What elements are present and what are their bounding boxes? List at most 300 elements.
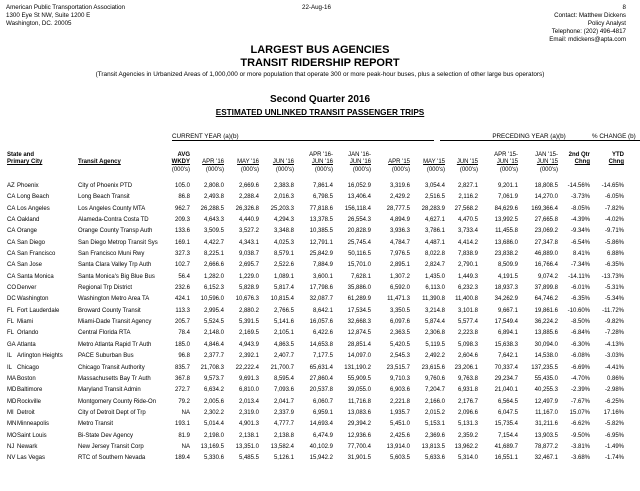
value-cell: 209.3	[174, 217, 190, 224]
city-cell: Baltimore	[17, 387, 43, 394]
col-head-aprjun16_l1: APR '16-	[309, 152, 333, 158]
col-units: (000's)	[352, 167, 371, 173]
value-cell: 5,420.5	[389, 341, 410, 348]
col-units: (000's)	[314, 167, 333, 173]
value-cell: 7,976.5	[389, 251, 410, 258]
value-cell: 2,695.7	[238, 262, 259, 269]
city-cell: Miami	[17, 319, 33, 326]
value-cell: 8,595.4	[273, 375, 294, 382]
value-cell: 3,509.5	[203, 228, 224, 235]
value-cell: 4,627.1	[424, 217, 445, 224]
value-cell: 96.8	[178, 353, 190, 360]
value-cell: 2,377.7	[203, 353, 224, 360]
state-cell: CO	[7, 285, 16, 292]
value-cell: 2,516.5	[424, 194, 445, 201]
change-group	[592, 133, 640, 141]
value-cell: 2,138.8	[273, 432, 294, 439]
value-cell: 9,201.1	[497, 183, 518, 189]
value-cell: 11,400.8	[455, 296, 478, 303]
city-cell: Los Angeles	[17, 205, 50, 212]
value-cell: 2,096.6	[457, 409, 478, 416]
value-cell: 23,515.7	[386, 364, 410, 371]
value-cell: 21,040.1	[494, 387, 518, 394]
col-head-qtr_l1: 2nd Qtr	[568, 152, 590, 158]
value-cell: -5.86%	[604, 239, 624, 246]
value-cell: -6.95%	[604, 432, 624, 439]
value-cell: 18,808.5	[534, 183, 558, 189]
table-row	[0, 408, 640, 419]
value-cell: 2,138.1	[238, 432, 259, 439]
state-cell: CA	[7, 273, 16, 280]
value-cell: -9.50%	[570, 432, 590, 439]
value-cell: 4,422.7	[203, 239, 224, 246]
value-cell: 14,097.0	[347, 353, 371, 360]
agency-cell: PACE Suburban Bus	[78, 353, 134, 360]
value-cell: 2,766.5	[273, 307, 294, 314]
col-head-jun16: JUN '16	[272, 159, 294, 165]
value-cell: 2,221.8	[389, 398, 410, 405]
value-cell: 28,851.4	[347, 341, 371, 348]
value-cell: 15,942.2	[309, 455, 333, 462]
value-cell: 1,435.0	[424, 273, 445, 280]
value-cell: 13,378.5	[309, 217, 333, 224]
value-cell: 2,005.6	[203, 398, 224, 405]
value-cell: 5,153.1	[424, 421, 445, 428]
table-row	[0, 238, 640, 249]
value-cell: -1.49%	[604, 443, 624, 450]
value-cell: 13,406.4	[347, 194, 371, 201]
value-cell: 4,784.7	[389, 239, 410, 246]
value-cell: 7,838.9	[457, 251, 478, 258]
value-cell: 2,429.2	[389, 194, 410, 201]
value-cell: 25,203.3	[270, 205, 294, 212]
value-cell: 169.1	[174, 239, 190, 246]
value-cell: 50,116.5	[348, 251, 371, 258]
value-cell: 6,798.5	[312, 194, 333, 201]
value-cell: -14.65%	[601, 183, 624, 189]
value-cell: 2,827.1	[457, 183, 478, 189]
value-cell: 9,038.7	[238, 251, 259, 258]
value-cell: 34,262.9	[494, 296, 518, 303]
value-cell: 27,860.4	[309, 375, 333, 382]
value-cell: 2,166.0	[424, 398, 445, 405]
contact-line: Email: mdickens@apta.com	[549, 36, 626, 43]
value-cell: -6.01%	[570, 285, 590, 292]
value-cell: 3,101.8	[457, 307, 478, 314]
value-cell: 5,817.4	[273, 285, 294, 292]
value-cell: 8,225.1	[203, 251, 224, 258]
state-cell: AZ	[7, 183, 15, 189]
value-cell: 2,223.8	[457, 330, 478, 337]
col-head-janjun15_l2: JUN '15	[536, 159, 558, 165]
value-cell: 13,083.6	[347, 409, 371, 416]
quarter-heading: Second Quarter 2016	[269, 94, 371, 105]
col-head-jun15: JUN '15	[456, 159, 478, 165]
value-cell: 962.7	[174, 205, 190, 212]
value-cell: 232.6	[174, 285, 190, 292]
value-cell: 23,615.6	[421, 364, 445, 371]
value-cell: 27,347.8	[534, 239, 558, 246]
value-cell: 185.0	[174, 341, 190, 348]
value-cell: 13,992.5	[494, 217, 518, 224]
value-cell: 2,016.3	[273, 194, 294, 201]
agency-cell: Metro Atlanta Rapid Tr Auth	[78, 341, 152, 348]
value-cell: 4,863.5	[273, 341, 294, 348]
value-cell: 15,638.3	[494, 341, 518, 348]
city-cell: Santa Monica	[17, 273, 54, 280]
city-cell: Newark	[17, 443, 38, 450]
state-cell: NV	[7, 455, 16, 462]
value-cell: 5,391.5	[238, 319, 259, 326]
value-cell: -3.73%	[570, 194, 590, 201]
table-row	[0, 204, 640, 215]
contact-line: Contact: Matthew Dickens	[554, 12, 626, 19]
value-cell: 3,350.5	[389, 307, 410, 314]
table-row	[0, 249, 640, 260]
table-row	[0, 385, 640, 396]
col-units: (000's)	[539, 167, 558, 173]
report-subtitle: TRANSIT RIDERSHIP REPORT	[240, 57, 400, 69]
value-cell: 17,798.6	[309, 285, 333, 292]
value-cell: 55,435.0	[534, 375, 558, 382]
value-cell: 11,390.8	[422, 296, 445, 303]
value-cell: 36,224.2	[534, 319, 558, 326]
value-cell: 424.1	[174, 296, 190, 303]
agency-cell: Broward County Transit	[78, 307, 141, 314]
value-cell: -13.73%	[601, 273, 624, 280]
value-cell: 2,105.1	[273, 330, 294, 337]
value-cell: 189.4	[174, 455, 190, 462]
value-cell: 11,167.0	[535, 409, 558, 416]
value-cell: 6,047.5	[497, 409, 518, 416]
col-units: (000's)	[171, 167, 190, 173]
value-cell: 5,603.5	[389, 455, 410, 462]
report-date: 22-Aug-16	[302, 4, 331, 11]
value-cell: 7,628.1	[350, 273, 371, 280]
table-row	[0, 283, 640, 294]
value-cell: 7,061.9	[497, 194, 518, 201]
value-cell: -6.62%	[570, 421, 590, 428]
value-cell: 4,470.5	[457, 217, 478, 224]
table-row	[0, 397, 640, 408]
value-cell: 2,337.9	[273, 409, 294, 416]
value-cell: 56.4	[178, 273, 190, 280]
col-head-aprjun16_l2: JUN '16	[311, 159, 333, 165]
value-cell: -4.02%	[604, 217, 624, 224]
value-cell: 11,455.8	[495, 228, 518, 235]
city-cell: Boston	[17, 375, 36, 382]
value-cell: 15.07%	[569, 409, 590, 416]
value-cell: 25,745.4	[347, 239, 371, 246]
value-cell: 1,282.0	[203, 273, 224, 280]
value-cell: 22,222.4	[235, 364, 259, 371]
state-cell: MA	[7, 375, 16, 382]
agency-cell: Massachusetts Bay Tr Auth	[78, 375, 151, 382]
city-cell: Saint Louis	[17, 432, 47, 439]
contact-block	[549, 4, 626, 44]
value-cell: 6,564.5	[497, 398, 518, 405]
col-units: (000's)	[459, 167, 478, 173]
city-cell: Chicago	[17, 364, 40, 371]
value-cell: 102.7	[174, 262, 190, 269]
city-cell: Washington	[17, 296, 49, 303]
value-cell: 205.7	[174, 319, 190, 326]
value-cell: 23,069.2	[534, 228, 558, 235]
value-cell: 40,255.3	[534, 387, 558, 394]
value-cell: 5,485.5	[238, 455, 259, 462]
value-cell: 15,735.4	[494, 421, 518, 428]
col-head-janjun16_l1: JAN '16-	[348, 152, 371, 158]
value-cell: 29,234.7	[494, 375, 518, 382]
value-cell: 26,326.8	[235, 205, 259, 212]
value-cell: 4,294.3	[273, 217, 294, 224]
value-cell: 18,937.3	[494, 285, 518, 292]
table-row	[0, 226, 640, 237]
value-cell: 9,074.2	[537, 273, 558, 280]
value-cell: 2,522.6	[273, 262, 294, 269]
value-cell: 6,232.3	[457, 285, 478, 292]
agency-cell: Alameda-Contra Costa TD	[78, 217, 149, 224]
value-cell: 23,838.2	[494, 251, 518, 258]
org-line: American Public Transportation Association	[6, 4, 125, 11]
value-cell: 13,813.5	[421, 443, 445, 450]
col-head-may15: MAY '15	[423, 159, 445, 165]
city-cell: Atlanta	[17, 341, 36, 348]
city-cell: Phoenix	[17, 183, 39, 189]
agency-cell: Montgomery County Ride-On	[78, 398, 157, 405]
value-cell: 1,935.7	[389, 409, 410, 416]
city-cell: Orange	[17, 228, 38, 235]
current-year-label: CURRENT YEAR (a)(b)	[172, 133, 434, 141]
table-row	[0, 374, 640, 385]
table-row	[0, 431, 640, 442]
value-cell: 2,198.0	[203, 432, 224, 439]
value-cell: 46,889.0	[534, 251, 558, 258]
value-cell: 10,676.3	[235, 296, 259, 303]
value-cell: 7,204.7	[424, 387, 445, 394]
value-cell: 77,700.4	[347, 443, 371, 450]
value-cell: 2,407.7	[273, 353, 294, 360]
value-cell: 5,131.3	[457, 421, 478, 428]
value-cell: 2,363.5	[389, 330, 410, 337]
agency-cell: Santa Clara Valley Trp Auth	[78, 262, 152, 269]
organization-address	[6, 4, 125, 28]
value-cell: 5,126.1	[273, 455, 294, 462]
value-cell: 2,041.7	[273, 398, 294, 405]
agency-cell: Central Florida RTA	[78, 330, 131, 337]
table-row	[0, 317, 640, 328]
value-cell: -9.71%	[604, 228, 624, 235]
value-cell: 5,828.9	[238, 285, 259, 292]
value-cell: 6,060.7	[312, 398, 333, 405]
value-cell: 4,901.3	[238, 421, 259, 428]
value-cell: -10.60%	[567, 307, 590, 314]
city-cell: Detroit	[17, 409, 35, 416]
value-cell: 3,214.8	[424, 307, 445, 314]
value-cell: 12,791.1	[309, 239, 333, 246]
value-cell: 7,177.5	[312, 353, 333, 360]
value-cell: 8,579.1	[273, 251, 294, 258]
value-cell: -6.25%	[604, 398, 624, 405]
value-cell: 2,319.0	[238, 409, 259, 416]
col-head-apr15: APR '15	[388, 159, 410, 165]
value-cell: -3.81%	[570, 443, 590, 450]
table-row	[0, 181, 640, 192]
value-cell: 3,054.4	[424, 183, 445, 189]
agency-cell: Bi-State Dev Agency	[78, 432, 134, 439]
value-cell: 835.7	[174, 364, 190, 371]
table-row	[0, 351, 640, 362]
state-cell: CA	[7, 262, 16, 269]
agency-cell: Washington Metro Area TA	[78, 296, 150, 303]
value-cell: 2,669.6	[238, 183, 259, 189]
org-line: 1300 Eye St NW, Suite 1200 E	[6, 12, 91, 19]
contact-line: Policy Analyst	[587, 20, 626, 27]
table-row	[0, 306, 640, 317]
table-row	[0, 453, 640, 464]
value-cell: 2,895.1	[389, 262, 410, 269]
value-cell: 13,351.0	[235, 443, 259, 450]
value-cell: 0.86%	[606, 375, 624, 382]
col-head-aprjun15_l2: JUN '15	[496, 159, 518, 165]
value-cell: 6,097.6	[389, 319, 410, 326]
city-cell: Denver	[17, 285, 37, 292]
value-cell: 9,691.3	[238, 375, 259, 382]
col-head-avg_l1: AVG	[177, 152, 190, 158]
value-cell: 193.1	[174, 421, 190, 428]
value-cell: -9.34%	[570, 228, 590, 235]
value-cell: 7,884.9	[312, 262, 333, 269]
value-cell: 3,733.4	[457, 228, 478, 235]
value-cell: 327.3	[174, 251, 190, 258]
value-cell: 6,894.1	[497, 330, 518, 337]
col-head-janjun16_l2: JUN '16	[349, 159, 371, 165]
col-head-aprjun15_l1: APR '15-	[494, 152, 518, 158]
value-cell: 8,022.8	[424, 251, 445, 258]
value-cell: 2,493.8	[203, 194, 224, 201]
value-cell: 20,828.9	[347, 228, 371, 235]
value-cell: 4,846.4	[203, 341, 224, 348]
state-cell: IL	[7, 364, 13, 371]
value-cell: 37,899.8	[534, 285, 558, 292]
agency-cell: Miami-Dade Transit Agency	[78, 319, 152, 326]
value-cell: -6.30%	[570, 341, 590, 348]
value-cell: 23,206.1	[454, 364, 478, 371]
value-cell: 84,629.6	[494, 205, 518, 212]
value-cell: 4,191.5	[497, 273, 518, 280]
value-cell: 3,936.3	[389, 228, 410, 235]
col-units: (000's)	[426, 167, 445, 173]
value-cell: 2,808.0	[203, 183, 224, 189]
col-state-l1: State and	[7, 152, 35, 158]
value-cell: 5,874.4	[424, 319, 445, 326]
value-cell: 13,903.5	[534, 432, 558, 439]
value-cell: 25,842.9	[309, 251, 333, 258]
value-cell: 6,592.0	[389, 285, 410, 292]
value-cell: 32,087.7	[309, 296, 333, 303]
table-heading: ESTIMATED UNLINKED TRANSIT PASSENGER TRIPS	[215, 108, 425, 117]
value-cell: 1,307.2	[389, 273, 410, 280]
value-cell: 2,013.4	[238, 398, 259, 405]
value-cell: -5.31%	[604, 285, 624, 292]
value-cell: 17,549.4	[494, 319, 518, 326]
value-cell: 11,716.8	[348, 398, 371, 405]
value-cell: 5,119.5	[425, 341, 445, 348]
value-cell: 1,229.0	[238, 273, 259, 280]
value-cell: 8.41%	[572, 251, 590, 258]
value-cell: 2,824.7	[424, 262, 445, 269]
agency-cell: City of Detroit Dept of Trp	[78, 409, 146, 416]
value-cell: -5.82%	[604, 421, 624, 428]
value-cell: 4,777.7	[273, 421, 294, 428]
value-cell: 12,874.5	[347, 330, 371, 337]
agency-cell: Regional Trp District	[78, 285, 133, 292]
value-cell: 13,169.5	[200, 443, 224, 450]
city-cell: Arlington Heights	[17, 353, 63, 360]
value-cell: 5,451.0	[389, 421, 410, 428]
value-cell: 2,116.2	[458, 194, 478, 201]
value-cell: 2,169.5	[238, 330, 259, 337]
city-cell: San Jose	[17, 262, 43, 269]
value-cell: 2,306.8	[424, 330, 445, 337]
col-units: (000's)	[275, 167, 294, 173]
value-cell: 4,414.2	[457, 239, 478, 246]
value-cell: 6,810.0	[238, 387, 259, 394]
value-cell: 9,763.8	[457, 375, 478, 382]
value-cell: 21,700.7	[270, 364, 294, 371]
value-cell: 2,288.4	[238, 194, 259, 201]
value-cell: 8,642.1	[312, 307, 333, 314]
ridership-table	[0, 181, 640, 465]
value-cell: 61,289.9	[347, 296, 371, 303]
page-number: 8	[622, 4, 626, 11]
value-cell: 5,524.5	[203, 319, 224, 326]
state-cell: IL	[7, 353, 13, 360]
city-cell: Rockville	[17, 398, 42, 405]
value-cell: 28,283.9	[421, 205, 445, 212]
value-cell: 4,487.1	[424, 239, 445, 246]
value-cell: 2,790.1	[457, 262, 478, 269]
value-cell: 367.8	[174, 375, 190, 382]
value-cell: 8,509.9	[497, 262, 518, 269]
value-cell: 30,094.0	[534, 341, 558, 348]
value-cell: 4,943.9	[238, 341, 259, 348]
value-cell: 2,176.7	[457, 398, 478, 405]
value-cell: 16,057.6	[309, 319, 333, 326]
value-cell: 2,383.8	[273, 183, 294, 189]
state-cell: FL	[7, 307, 15, 314]
value-cell: -4.41%	[604, 364, 624, 371]
value-cell: 7,093.6	[273, 387, 294, 394]
table-row	[0, 215, 640, 226]
value-cell: 2,369.6	[424, 432, 445, 439]
value-cell: -2.98%	[604, 387, 624, 394]
value-cell: 113.3	[175, 307, 190, 314]
state-cell: CA	[7, 205, 16, 212]
value-cell: 3,527.2	[238, 228, 259, 235]
value-cell: -4.70%	[570, 375, 590, 382]
value-cell: 28,777.5	[386, 205, 410, 212]
value-cell: -4.13%	[604, 341, 624, 348]
value-cell: 14,270.0	[534, 194, 558, 201]
table-row	[0, 363, 640, 374]
col-units: (000's)	[205, 167, 224, 173]
agency-cell: San Diego Metrop Transit Sys	[78, 239, 158, 246]
value-cell: -3.68%	[570, 455, 590, 462]
value-cell: 131,190.2	[344, 364, 371, 371]
value-cell: 5,577.4	[457, 319, 478, 326]
value-cell: 272.7	[174, 387, 190, 394]
